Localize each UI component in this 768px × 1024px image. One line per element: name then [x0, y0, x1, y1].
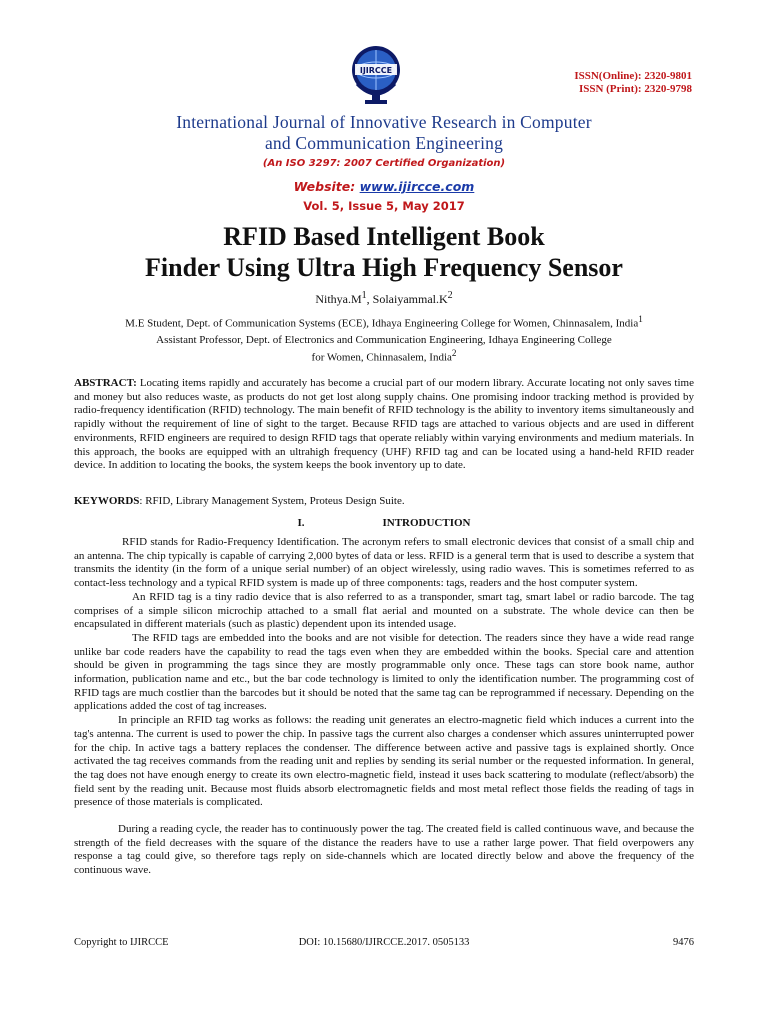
abstract-text: Locating items rapidly and accurately has become a crucial part of our modern library. Accurate locating not only saves time and money but also reduces waste, as products do not get lost along supply chains. One promising indoor tracking method is provided by radio-frequency identification (RFID) technology. The main benefit of RFID technology is the ability to inventory items simultaneously and rapidly without the requirement of line of sight to the target. Because RFID tags are attached to various objects and are used in different environments, RFID engineers are required to design RFID tags that operate reliably within varying environments and medium materials. In this approach, the books are equipped with an ultrahigh frequency (UHF) RFID tag and can be located using a hand-held RFID reader device. In addition to locating the books, the system keeps the book inventory up to date.	[74, 377, 694, 472]
author-1: Nithya.M	[315, 292, 362, 306]
website-label: Website:	[293, 179, 360, 194]
volume-issue: Vol. 5, Issue 5, May 2017	[303, 199, 465, 213]
affiliation-2	[120, 334, 648, 365]
keywords-text: : RFID, Library Management System, Proteus Design Suite.	[139, 495, 405, 507]
author-1-sup: 1	[361, 290, 367, 301]
footer-page-number: 9476	[673, 937, 694, 948]
introduction-body	[74, 536, 694, 878]
issn-print: ISSN (Print): 2320-9798	[578, 83, 692, 95]
author-2-sup: 2	[447, 290, 453, 301]
paper-title	[0, 221, 768, 283]
author-2: Solaiyammal.K	[372, 292, 448, 306]
intro-paragraph: In principle an RFID tag works as follows: the reading unit generates an electro-magnetic field which induces a current into the tag's antenna. The current is used to power the chip. In passive tags the current also charges a condenser which assures uninterrupted power for the chip. In active tags a battery replaces the condenser. The difference between active and passive tags is explained shortly. Once activated the tag receives commands from the reading unit and replies by sending its serial number or the requested information. In general, the tag does not have enough energy to create its own electro-magnetic field, instead it uses back scattering to modulate (reflect/absorb) the field sent by the reading unit. Because most fluids absorb electromagnetic fields and most metal reflect those fields the reading of tags in presence of those materials is complicated.	[74, 714, 694, 809]
footer-copyright: Copyright to IJIRCCE	[74, 937, 169, 948]
author-separator: ,	[366, 292, 373, 306]
abstract	[74, 377, 694, 473]
logo-text: IJIRCCE	[359, 66, 393, 75]
intro-paragraph: The RFID tags are embedded into the books and are not visible for detection. The readers since they have a wide read range unlike bar code readers have the capability to read the tags even when they are embedded within the books. Special care and attention should be given in programming the tags since they are mostly programmable only once. These tags can store book name, author information, publication name and etc., but the bar code technology is limited to only the identification number. The programming cost of RFID tags are much costlier than the barcodes but it should be noted that the same tag can be reprogrammed if necessary. Depending on the applications added the cost of tag increases.	[74, 631, 694, 713]
issn-block	[574, 70, 692, 96]
intro-paragraph: During a reading cycle, the reader has to continuously power the tag. The created field is called continuous wave, and because the strength of the field decreases with the square of the distance the readers have to use a rather large power. That field overpowers any response a tag could give, so therefore tags reply on side-channels which are located directly below and above the frequency of the continuous wave.	[74, 823, 694, 877]
paper-title-line2: Finder Using Ultra High Frequency Sensor	[145, 253, 623, 282]
website-line	[0, 179, 768, 194]
section-number: I.	[297, 517, 305, 529]
issn-online: ISSN(Online): 2320-9801	[574, 70, 692, 82]
journal-logo	[347, 44, 405, 106]
intro-paragraph: An RFID tag is a tiny radio device that is also referred to as a transponder, smart tag, smart label or radio barcode. The tag comprises of a simple silicon microchip attached to a small flat aerial and mounted on a substrate. The whole device can then be encapsulated in different materials (such as plastic) dependent upon its intended usage.	[74, 590, 694, 631]
intro-paragraph: RFID stands for Radio-Frequency Identification. The acronym refers to small electronic devices that consist of a small chip and an antenna. The chip typically is capable of carrying 2,000 bytes of data or less. RFID is a general term that is used to describe a system that transmits the identity (in the form of a unique serial number) of an object wirelessly, using radio waves. This is sometimes referred to as contact-less technology and a typical RFID system is made up of three components: tags, readers and the host computer system.	[74, 536, 694, 590]
keywords	[74, 495, 694, 507]
abstract-label: ABSTRACT:	[74, 377, 137, 389]
website-link[interactable]: www.ijircce.com	[359, 179, 475, 194]
section-heading	[0, 517, 768, 529]
section-title: INTRODUCTION	[382, 517, 471, 529]
affiliation-1	[0, 314, 768, 330]
journal-title-line1: International Journal of Innovative Research in Computer	[176, 112, 592, 132]
journal-title	[0, 112, 768, 154]
affiliation-1-sup: 1	[638, 314, 643, 324]
journal-title-line2: and Communication Engineering	[264, 133, 504, 153]
affiliation-2-line2	[120, 347, 648, 365]
footer-doi: DOI: 10.15680/IJIRCCE.2017. 0505133	[298, 937, 470, 948]
authors	[0, 290, 768, 307]
paper-title-line1: RFID Based Intelligent Book	[223, 222, 545, 251]
keywords-label: KEYWORDS	[74, 495, 140, 507]
affiliation-1-text: M.E Student, Dept. of Communication Systems (ECE), Idhaya Engineering College for Women, Chinnasalem, India	[125, 317, 639, 330]
affiliation-2-line2-text: for Women, Chinnasalem, India	[311, 351, 452, 364]
certification-note: (An ISO 3297: 2007 Certified Organization)	[262, 158, 506, 169]
affiliation-2-sup: 2	[451, 348, 457, 358]
affiliation-2-line1: Assistant Professor, Dept. of Electronics and Communication Engineering, Idhaya Engineering College	[156, 334, 612, 346]
